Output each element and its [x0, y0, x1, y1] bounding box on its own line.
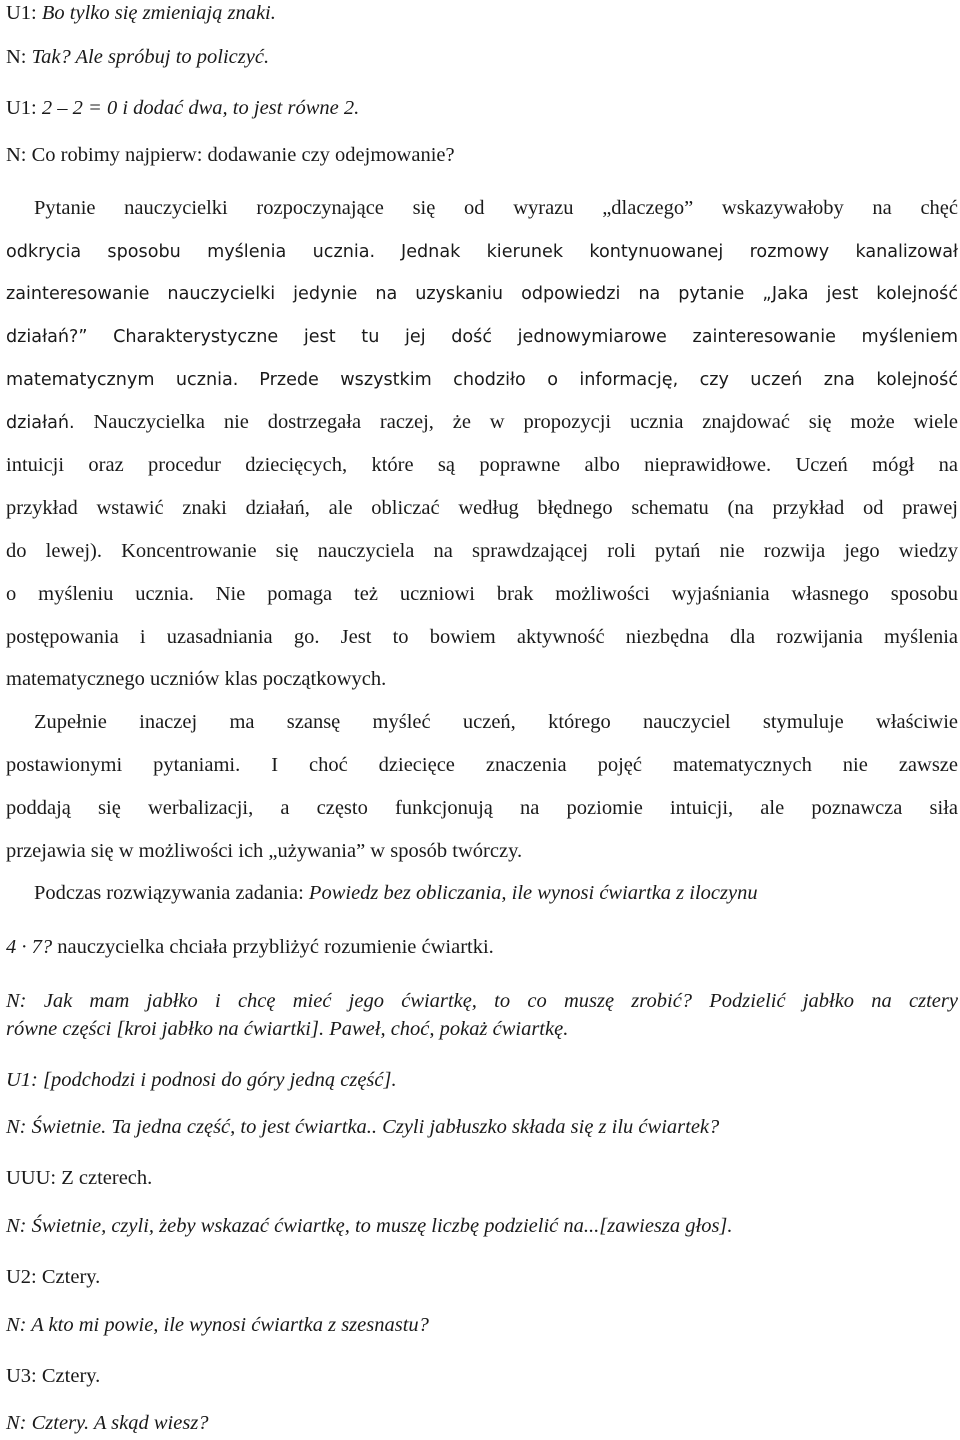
speaker-label: N:	[6, 46, 27, 68]
speaker-label: U1:	[6, 2, 37, 24]
paragraph-line: do lewej). Koncentrowanie się nauczyciela na sprawdzającej roli pytań nie rozwija jego wiedzy	[6, 540, 958, 562]
dialogue-line: N: Jak mam jabłko i chcę mieć jego ćwiartkę, to co muszę zrobić? Podzielić jabłko na cztery	[6, 990, 958, 1012]
paragraph-line: poddają się werbalizacji, a często funkcjonują na poziomie intuicji, ale poznawcza siła	[6, 797, 958, 819]
paragraph-line: postawionymi pytaniami. I choć dziecięce znaczenia pojęć matematycznych nie zawsze	[6, 754, 958, 776]
dialogue-line: U1: [podchodzi i podnosi do góry jedną część].	[6, 1069, 397, 1091]
utterance: Bo tylko się zmieniają znaki.	[41, 2, 276, 24]
paragraph-line: zainteresowanie nauczycielki jedynie na uzyskaniu odpowiedzi na pytanie „Jaka jest kolejność	[6, 284, 958, 304]
task-expression: 4 · 7?	[6, 936, 53, 958]
paragraph-line: postępowania i uzasadniania go. Jest to bowiem aktywność niezbędna dla rozwijania myślenia	[6, 626, 958, 648]
dialogue-line: N: Cztery. A skąd wiesz?	[6, 1412, 209, 1434]
task-rest: nauczycielka chciała przybliżyć rozumienie ćwiartki.	[57, 936, 494, 958]
task-line	[6, 935, 958, 959]
paragraph-line: przejawia się w możliwości ich „używania” w sposób twórczy.	[6, 840, 523, 862]
dialogue-line	[6, 96, 958, 120]
task-line	[34, 881, 958, 905]
task-question: Powiedz bez obliczania, ile wynosi ćwiartka z iloczynu	[308, 882, 758, 904]
dialogue-line	[6, 1, 958, 25]
paragraph-line: Zupełnie inaczej ma szansę myśleć uczeń, którego nauczyciel stymuluje właściwie	[34, 711, 958, 733]
paragraph-line: odkrycia sposobu myślenia ucznia. Jednak kierunek kontynuowanej rozmowy kanalizował	[6, 242, 958, 262]
dialogue-line: UUU: Z czterech.	[6, 1167, 153, 1189]
dialogue-line: N: A kto mi powie, ile wynosi ćwiartka z szesnastu?	[6, 1314, 429, 1336]
paragraph-line: matematycznego uczniów klas początkowych.	[6, 668, 387, 690]
dialogue-line: N: Świetnie, czyli, żeby wskazać ćwiartkę, to muszę liczbę podzielić na...[zawiesza głos].	[6, 1215, 733, 1237]
utterance: Tak? Ale spróbuj to policzyć.	[31, 46, 270, 68]
speaker-label: N:	[6, 144, 27, 166]
paragraph-line: działań. Nauczycielka nie dostrzegała raczej, że w propozycji ucznia znajdować się może wiele	[6, 411, 958, 433]
dialogue-line: N: Świetnie. Ta jedna część, to jest ćwiartka.. Czyli jabłuszko składa się z ilu ćwiartek?	[6, 1116, 720, 1138]
speaker-label: U1:	[6, 97, 37, 119]
utterance: 2 – 2 = 0 i dodać dwa, to jest równe 2.	[41, 97, 360, 119]
dialogue-line: U3: Cztery.	[6, 1365, 101, 1387]
paragraph-line: intuicji oraz procedur dziecięcych, które są poprawne albo nieprawidłowe. Uczeń mógł na	[6, 454, 958, 476]
dialogue-line	[6, 143, 958, 167]
paragraph-line: działań?” Charakterystyczne jest tu jej dość jednowymiarowe zainteresowanie myśleniem	[6, 327, 958, 347]
dialogue-line	[6, 45, 958, 69]
paragraph-line: przykład wstawić znaki działań, ale obliczać według błędnego schematu (na przykład od prawej	[6, 497, 958, 519]
paragraph-line: o myśleniu ucznia. Nie pomaga też uczniowi brak możliwości wyjaśniania własnego sposobu	[6, 583, 958, 605]
task-intro: Podczas rozwiązywania zadania:	[34, 882, 304, 904]
utterance: Co robimy najpierw: dodawanie czy odejmowanie?	[31, 144, 455, 166]
dialogue-line: równe części [kroi jabłko na ćwiartki]. Paweł, choć, pokaż ćwiartkę.	[6, 1018, 569, 1040]
dialogue-line: U2: Cztery.	[6, 1266, 101, 1288]
paragraph-line: matematycznym ucznia. Przede wszystkim chodziło o informację, czy uczeń zna kolejność	[6, 370, 958, 390]
paragraph-line: Pytanie nauczycielki rozpoczynające się od wyrazu „dlaczego” wskazywałoby na chęć	[34, 197, 958, 219]
